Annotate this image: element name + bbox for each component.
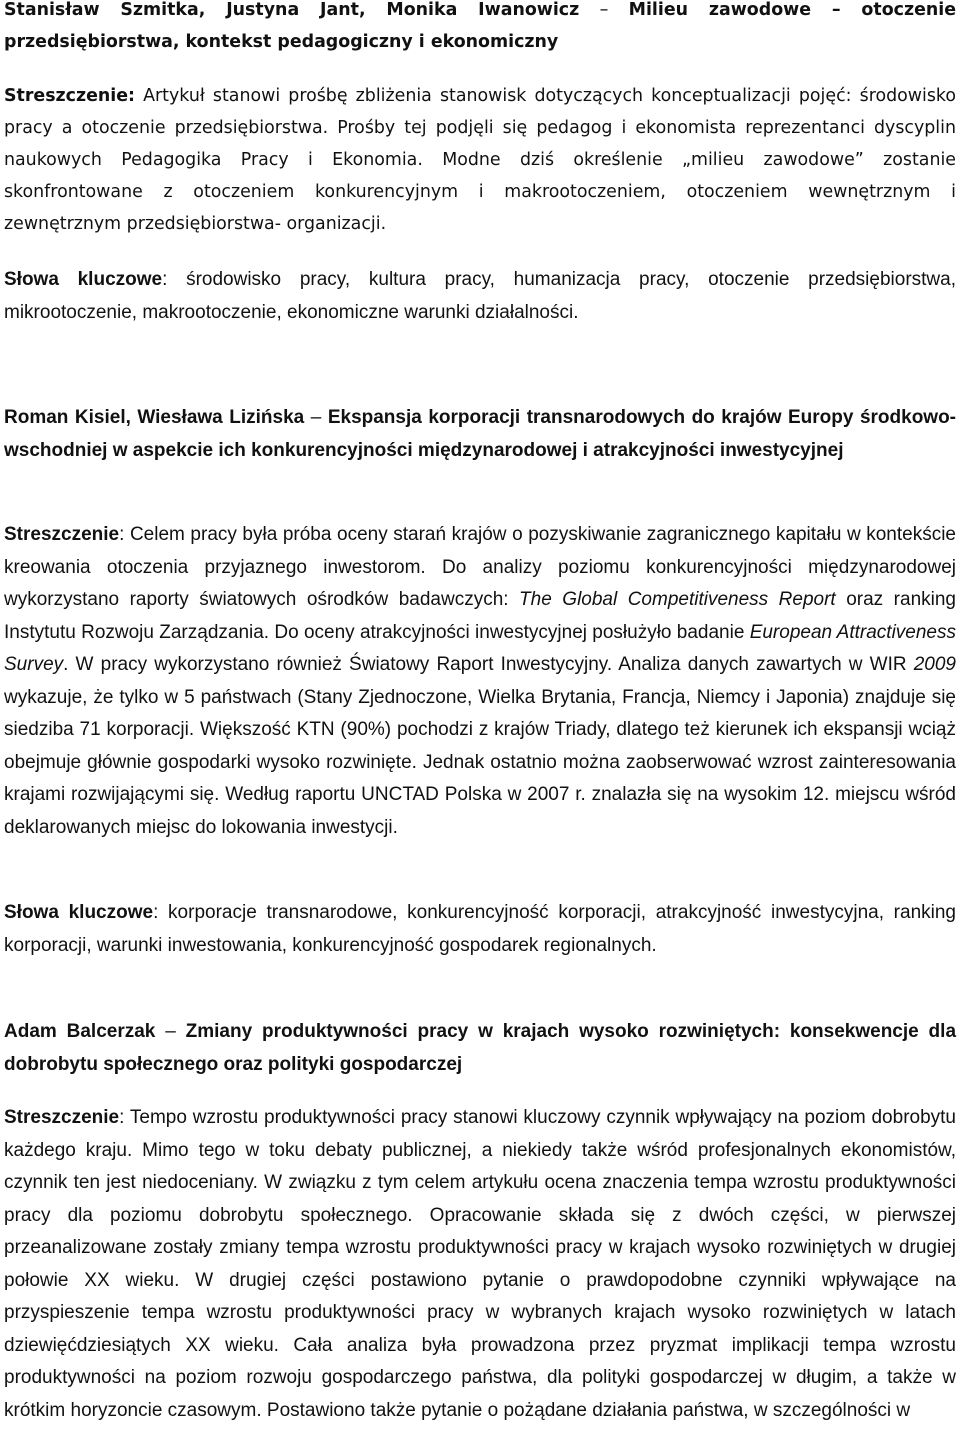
article-2-abstract-part-3: . W pracy wykorzystano również Światowy Raport Inwestycyjny. Analiza danych zawartych w WIR — [63, 654, 914, 675]
article-3-heading-block — [4, 1016, 956, 1081]
article-3-abstract-text: : Tempo wzrostu produktywności pracy stanowi kluczowy czynnik wpływający na poziom dobrobytu każdego kraju. Mimo tego w toku debaty publicznej, a niekiedy także wśród profesjonalnych ekonomistów, czynnik ten jest niedoceniany. W związku z tym celem artykułu ocena znaczenia tempa wzrostu produktywności pracy dla poziomu dobrobytu społecznego. Opracowanie składa się z dwóch części, w pierwszej przeanalizowane zostały zmiany tempa wzrostu produktywności pracy w krajach wysoko rozwiniętych w drugiej połowie XX wieku. W drugiej części postawiono pytanie o prawdopodobne czynniki wpływające na przyspieszenie tempa wzrostu produktywności pracy w wybranych krajach wysoko rozwiniętych w latach dziewięćdziesiątych XX wieku. Cała analiza była prowadzona przez pryzmat implikacji tempa wzrostu produktywności na poziom rozwoju gospodarczego państwa, dla polityki gospodarczej w długim, a także w krótkim horyzoncie czasowym. Postawiono także pytanie o pożądane działania państwa, w szczególności w — [4, 1107, 956, 1421]
article-2-abstract-block — [4, 519, 956, 844]
article-2-abstract-part-2: oraz ranking Instytutu Rozwoju Zarządzania. Do oceny atrakcyjności inwestycyjnej posłużyło badanie — [4, 589, 956, 643]
article-1-abstract-text: Artykuł stanowi prośbę zbliżenia stanowisk dotyczących konceptualizacji pojęć: środowisko pracy a otoczenie przedsiębiorstwa. Prośby tej podjęli się pedagog i ekonomista reprezentanci dyscyplin naukowych Pedagogika Pracy i Ekonomia. Modne dziś określenie „milieu zawodowe” zostanie skonfrontowane z otoczeniem konkurencyjnym i makrootoczeniem, otoczeniem wewnętrznym i zewnętrznym przedsiębiorstwa- organizacji. — [4, 86, 956, 234]
article-2-title: Ekspansja korporacji transnarodowych do krajów Europy środkowo-wschodniej w aspekcie ich konkurencyjności międzynarodowej i atrakcyjności inwestycyjnej — [4, 407, 957, 461]
article-1-keywords-block — [4, 264, 956, 329]
article-1-abstract-label: Streszczenie: — [4, 86, 135, 106]
article-1-title: Milieu zawodowe – otoczenie przedsiębiorstwa, kontekst pedagogiczny i ekonomiczny — [4, 0, 957, 52]
article-1-keywords — [4, 264, 956, 329]
article-2-abstract-italic-1: The Global Competitiveness Report — [519, 589, 836, 610]
article-3-authors: Adam Balcerzak — [4, 1021, 156, 1042]
article-3-dash: – — [155, 1021, 186, 1042]
article-2-abstract — [4, 519, 956, 844]
article-2-authors: Roman Kisiel, Wiesława Lizińska — [4, 407, 305, 428]
article-2-keywords — [4, 897, 956, 962]
article-2-abstract-label: Streszczenie — [4, 524, 120, 545]
article-1-authors: Stanisław Szmitka, Justyna Jant, Monika Iwanowicz — [4, 0, 580, 20]
article-3-heading — [4, 1016, 956, 1081]
article-2-heading — [4, 402, 956, 467]
article-2-keywords-text: : korporacje transnarodowe, konkurencyjność korporacji, atrakcyjność inwestycyjna, ranking korporacji, warunki inwestowania, konkurencyjność gospodarek regionalnych. — [4, 902, 956, 956]
article-2-heading-block — [4, 402, 956, 467]
article-1-heading — [4, 0, 956, 58]
article-3-title: Zmiany produktywności pracy w krajach wysoko rozwiniętych: konsekwencje dla dobrobytu społecznego oraz polityki gospodarczej — [4, 1021, 957, 1075]
article-2-abstract-part-1: : Celem pracy była próba oceny starań krajów o pozyskiwanie zagranicznego kapitału w kontekście kreowania otoczenia przyjaznego inwestorom. Do analizy poziomu konkurencyjności międzynarodowej wykorzystano raporty światowych ośrodków badawczych: — [4, 524, 956, 610]
article-1-keywords-text: : środowisko pracy, kultura pracy, humanizacja pracy, otoczenie przedsiębiorstwa, mikrootoczenie, makrootoczenie, ekonomiczne warunki działalności. — [4, 269, 956, 323]
article-1-keywords-label: Słowa kluczowe — [4, 269, 163, 290]
article-2-keywords-block — [4, 897, 956, 962]
article-3-abstract — [4, 1102, 956, 1427]
article-1-abstract-block — [4, 80, 956, 240]
article-1 — [4, 0, 956, 58]
article-2-dash: – — [304, 407, 328, 428]
article-3-abstract-label: Streszczenie — [4, 1107, 120, 1128]
article-1-dash: – — [579, 0, 629, 20]
article-2-abstract-part-4: wykazuje, że tylko w 5 państwach (Stany Zjednoczone, Wielka Brytania, Francja, Niemcy i Japonia) znajduje się siedziba 71 korporacji. Większość KTN (90%) pochodzi z krajów Triady, dlatego też kierunek ich ekspansji wciąż obejmuje głównie gospodarki wysoko rozwinięte. Jednak ostatnio można zaobserwować wzrost zainteresowania krajami rozwijającymi się. Według raportu UNCTAD Polska w 2007 r. znalazła się na wysokim 12. miejscu wśród deklarowanych miejsc do lokowania inwestycji. — [4, 686, 956, 838]
article-2-abstract-italic-2: European Attractiveness Survey — [4, 621, 956, 675]
article-3-abstract-block — [4, 1102, 956, 1427]
article-1-abstract — [4, 80, 956, 240]
article-2-keywords-label: Słowa kluczowe — [4, 902, 154, 923]
article-2-abstract-italic-3: 2009 — [913, 654, 956, 675]
